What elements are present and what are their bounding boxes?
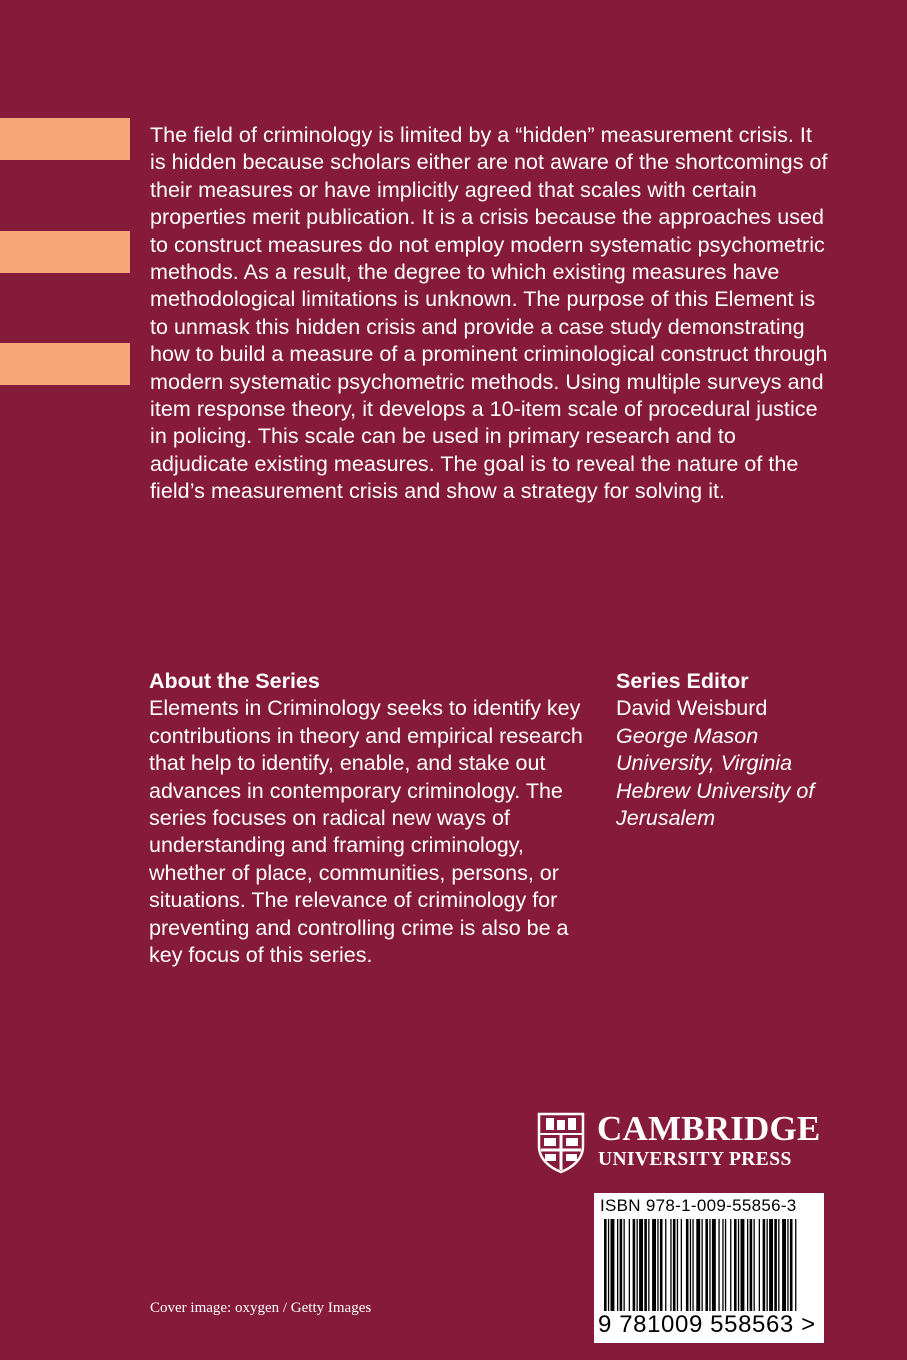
decorative-stripe-2 — [0, 231, 130, 273]
barcode-bar — [608, 1219, 609, 1311]
isbn-barcode — [594, 1193, 824, 1343]
barcode-bars — [604, 1219, 800, 1311]
isbn-label: ISBN 978-1-009-55856-3 — [600, 1196, 797, 1215]
series-editor-name: David Weisburd — [616, 696, 768, 721]
barcode-bar — [763, 1219, 766, 1311]
cambridge-shield-icon — [537, 1112, 585, 1174]
barcode-bar — [702, 1219, 703, 1311]
barcode-bar — [767, 1219, 768, 1311]
barcode-bar — [620, 1219, 623, 1311]
publisher-subname: UNIVERSITY PRESS — [598, 1149, 792, 1170]
cover-image-credit: Cover image: oxygen / Getty Images — [150, 1300, 372, 1316]
series-editor-heading: Series Editor — [616, 669, 749, 693]
barcode-bar — [611, 1219, 615, 1311]
barcode-bar — [759, 1219, 760, 1311]
barcode-bar — [633, 1219, 636, 1311]
book-description: The field of criminology is limited by a “hidden” measurement crisis. It is hidden because scholars either are not aware of the shortcomings of their measures or have implicitly agreed that scales with certain properties merit publication. It is a crisis because the approaches used to construct measures do not employ modern systematic psychometric methods. As a result, the degree to which existing measures have methodological limitations is unknown. The purpose of this Element is to unmask this hidden crisis and provide a case study demonstrating how to build a measure of a prominent criminological construct through modern systematic psychometric methods. Using multiple surveys and item response theory, it develops a 10-item scale of procedural justice in policing. This scale can be used in primary research and to adjudicate existing measures. The goal is to reveal the nature of the field’s measurement crisis and show a strategy for solving it. — [150, 123, 828, 504]
barcode-bar — [778, 1219, 779, 1311]
barcode-bar — [648, 1219, 649, 1311]
barcode-bar — [644, 1219, 647, 1311]
barcode-bar — [660, 1219, 663, 1311]
barcode-bar — [696, 1219, 700, 1311]
series-editor-affiliation-1: George Mason University, Virginia — [616, 723, 793, 776]
barcode-bar — [741, 1219, 745, 1311]
barcode-bar — [665, 1219, 666, 1311]
about-the-series-text: Elements in Criminology seeks to identify key contributions in theory and empirical research that help to identify, enable, and stake out advances in contemporary criminology. The series focuses on radical new ways of understanding and framing criminology, whether of place, communities, persons, or situations. The relevance of criminology for preventing and controlling crime is also be a key focus of this series. — [149, 696, 583, 968]
barcode-bar — [657, 1219, 658, 1311]
barcode-bar — [754, 1219, 755, 1311]
series-editor-affiliation-2: Hebrew University of Jerusalem — [616, 778, 815, 831]
publisher-name: CAMBRIDGE — [597, 1109, 821, 1148]
decorative-stripe-3 — [0, 343, 130, 385]
barcode-bar — [604, 1219, 607, 1311]
series-editor — [616, 668, 846, 832]
barcode-bar — [670, 1219, 671, 1311]
barcode-bar — [782, 1219, 786, 1311]
barcode-bar — [673, 1219, 676, 1311]
barcode-digits: 9 781009 558563 > — [598, 1311, 816, 1338]
barcode-bar — [787, 1219, 788, 1311]
about-the-series — [149, 668, 594, 969]
barcode-bar — [637, 1219, 638, 1311]
barcode-bar — [652, 1219, 656, 1311]
barcode-bar — [624, 1219, 625, 1311]
barcode-bar — [681, 1219, 682, 1311]
barcode-bar — [677, 1219, 678, 1311]
barcode-bar — [747, 1219, 748, 1311]
barcode-bar — [718, 1219, 719, 1311]
barcode-bar — [738, 1219, 739, 1311]
barcode-bar — [769, 1219, 773, 1311]
barcode-bar — [617, 1219, 618, 1311]
barcode-bar — [730, 1219, 731, 1311]
barcode-bar — [734, 1219, 737, 1311]
barcode-bar — [790, 1219, 793, 1311]
barcode-bar — [709, 1219, 710, 1311]
decorative-stripe-1 — [0, 118, 130, 160]
barcode-bar — [639, 1219, 643, 1311]
barcode-bar — [725, 1219, 726, 1311]
barcode-bar — [690, 1219, 691, 1311]
publisher-logo — [537, 1109, 837, 1176]
barcode-bar — [722, 1219, 723, 1311]
barcode-bar — [774, 1219, 777, 1311]
about-the-series-heading: About the Series — [149, 669, 320, 693]
barcode-bar — [705, 1219, 708, 1311]
barcode-bar — [692, 1219, 693, 1311]
barcode-bar — [686, 1219, 689, 1311]
barcode-bar — [750, 1219, 753, 1311]
barcode-bar — [795, 1219, 796, 1311]
barcode-bar — [629, 1219, 630, 1311]
barcode-bar — [712, 1219, 716, 1311]
